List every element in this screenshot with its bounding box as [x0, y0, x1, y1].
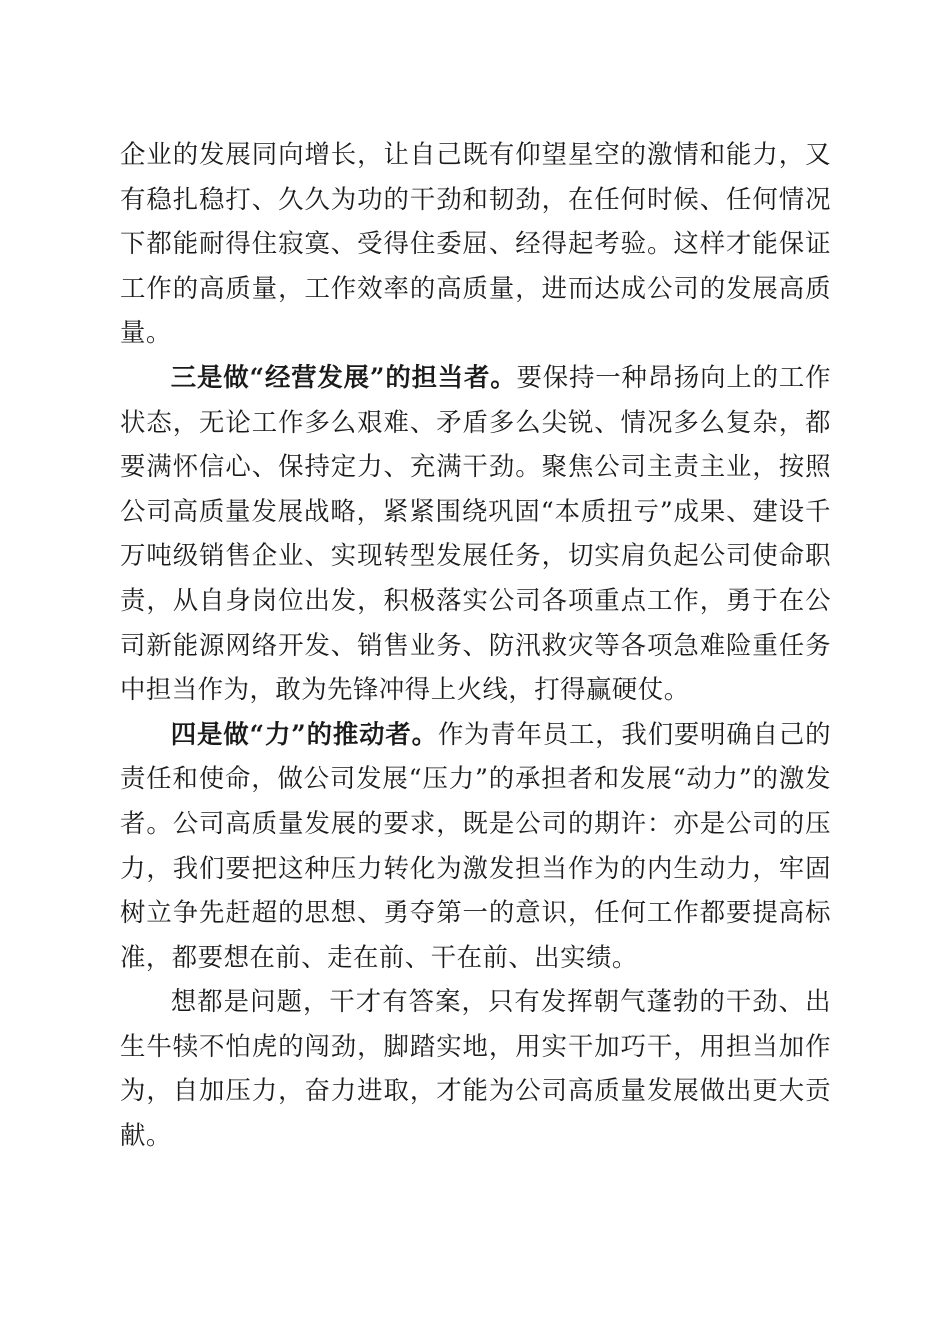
paragraph-text: 企业的发展同向增长，让自己既有仰望星空的激情和能力，又有稳扎稳打、久久为功的干劲和韧劲，在任何时候、任何情况下都能耐得住寂寞、受得住委屈、经得起考验。这样才能保证工作的高质量，工作效率的高质量，进而达成公司的发展高质量。: [120, 139, 831, 348]
paragraph-text: 作为青年员工，我们要明确自己的责任和使命，做公司发展“压力”的承担者和发展“动力”的激发者。公司高质量发展的要求，既是公司的期许：亦是公司的压力，我们要把这种压力转化为激发担当作为的内生动力，牢固树立争先赶超的思想、勇夺第一的意识，任何工作都要提高标准，都要想在前、走在前、干在前、出实绩。: [120, 718, 831, 972]
paragraph-lead: 四是做“力”的推动者。: [170, 718, 438, 749]
paragraph-text: 要保持一种昂扬向上的工作状态，无论工作多么艰难、矛盾多么尖锐、情况多么复杂，都要满怀信心、保持定力、充满干劲。聚焦公司主责主业，按照公司高质量发展战略，紧紧围绕巩固“本质扭亏”成果、建设千万吨级销售企业、实现转型发展任务，切实肩负起公司使命职责，从自身岗位出发，积极落实公司各项重点工作，勇于在公司新能源网络开发、销售业务、防汛救灾等各项急难险重任务中担当作为，敢为先锋冲得上火线，打得赢硬仗。: [120, 361, 831, 705]
paragraph-text: 想都是问题，干才有答案，只有发挥朝气蓬勃的干劲、出生牛犊不怕虎的闯劲，脚踏实地，用实干加巧干，用担当加作为，自加压力，奋力进取，才能为公司高质量发展做出更大贡献。: [120, 986, 831, 1151]
paragraph-conclusion: [120, 979, 831, 1157]
document-page: [120, 132, 831, 1158]
paragraph-point-four: [120, 712, 831, 980]
paragraph-point-three: [120, 355, 831, 712]
paragraph-lead: 三是做“经营发展”的担当者。: [170, 361, 517, 392]
paragraph-continuation: [120, 132, 831, 355]
